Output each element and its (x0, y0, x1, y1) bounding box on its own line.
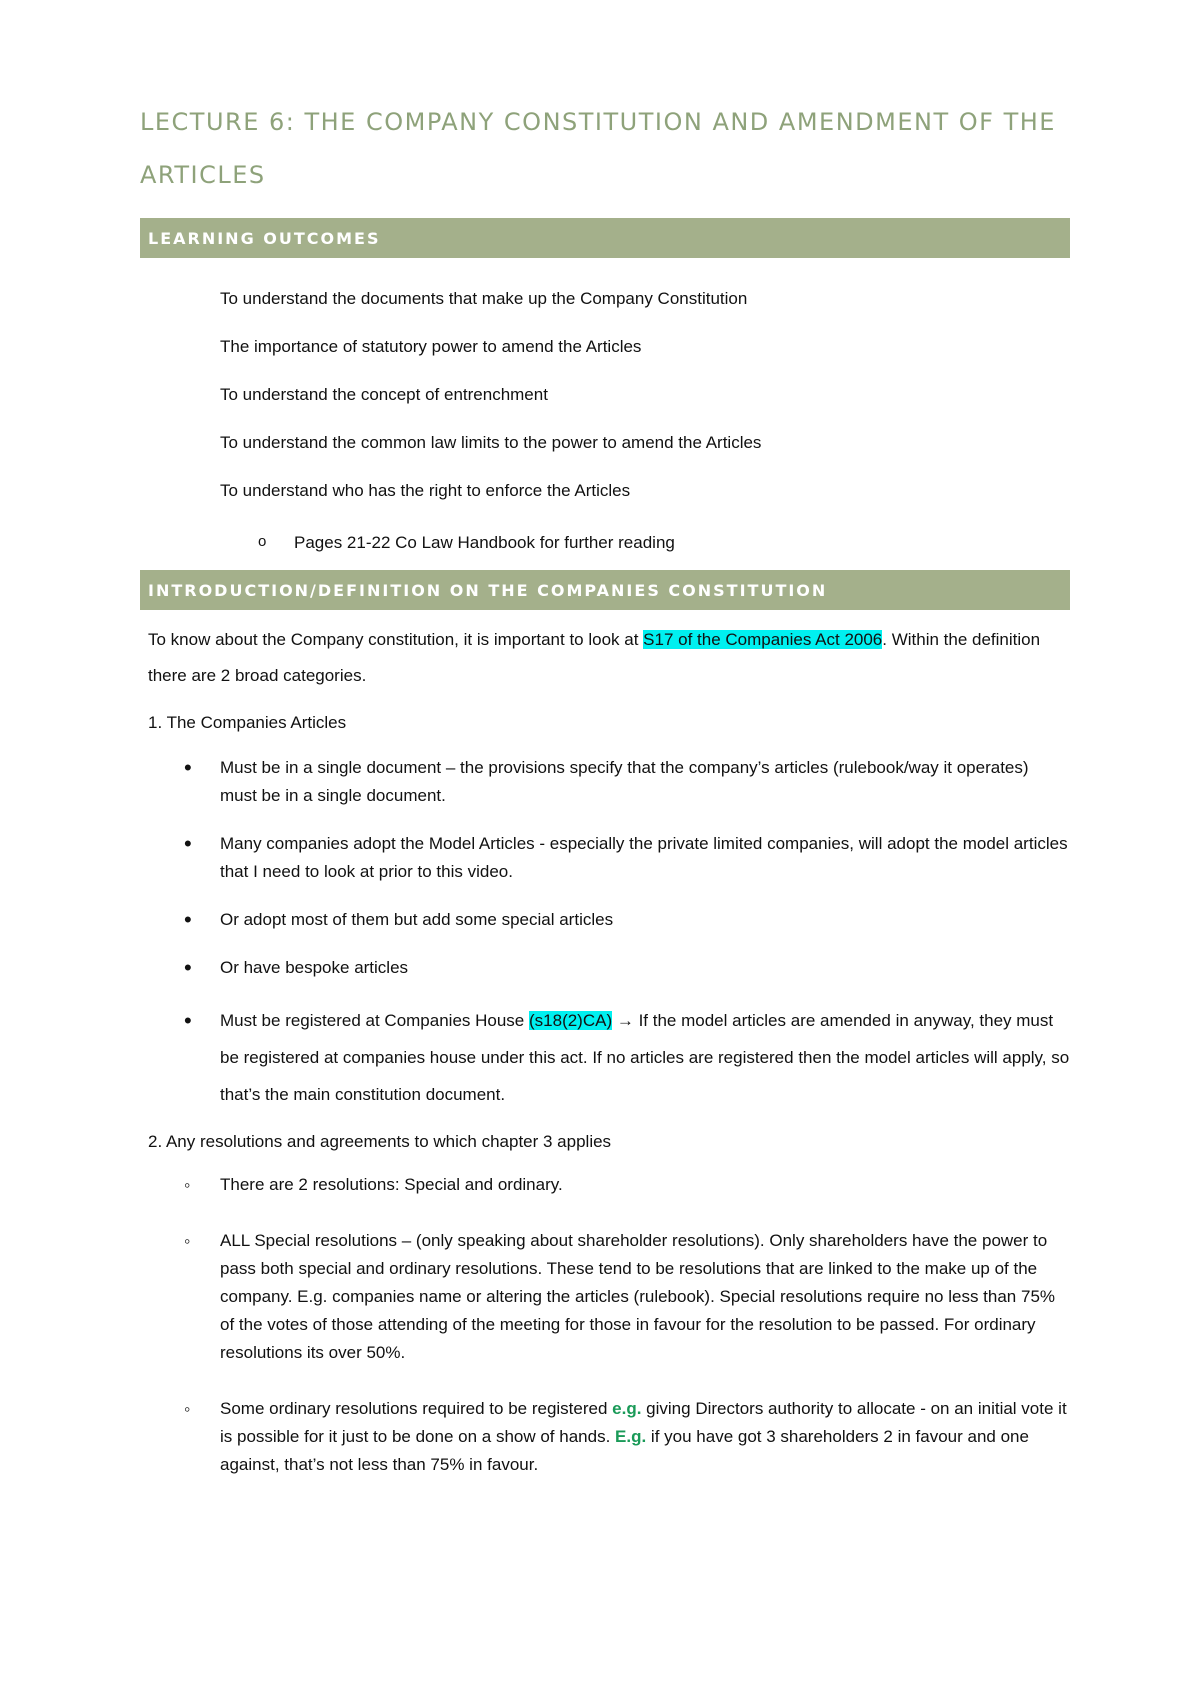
learning-outcomes-heading: LEARNING OUTCOMES (140, 218, 1070, 258)
list-item: To understand the documents that make up the Company Constitution (220, 289, 748, 308)
bullet-item-registered (140, 1002, 1070, 1113)
document-content (140, 96, 1070, 1479)
section-2-heading: 2. Any resolutions and agreements to which chapter 3 applies (148, 1132, 612, 1151)
bullet-item: ◦ ALL Special resolutions – (only speaking about shareholder resolutions). Only shareholders have the power to pass both special and ordinary resolutions. These tend to be resolutions that are linked to the make up of the company. E.g. companies name or altering the articles (rulebook). Special resolutions require no less than 75% of the votes of those attending of the meeting for those in favour for the resolution to be passed. For ordinary resolutions its over 50%. (140, 1227, 1070, 1367)
ordinary-text-c: if you have got 3 shareholders 2 in favour and one against, that’s not less than 75% in favour. (220, 1427, 1029, 1474)
bullet-item: • Must be in a single document – the provisions specify that the company’s articles (rulebook/way it operates) must be in a single document. (140, 754, 1070, 810)
further-reading-sublist (220, 532, 1070, 554)
list-item: The importance of statutory power to amend the Articles (220, 337, 642, 356)
further-reading-item: o Pages 21-22 Co Law Handbook for further reading (220, 532, 1070, 554)
ordinary-text-a: Some ordinary resolutions required to be registered (220, 1399, 613, 1418)
intro-text-before: To know about the Company constitution, it is important to look at (148, 630, 644, 649)
learning-outcomes-list (140, 288, 1070, 554)
list-item-text: To understand who has the right to enforce the Articles (220, 481, 631, 500)
ordinary-text-b: giving Directors authority to allocate - on an initial vote it is possible for it just to be done on a show of hands. (220, 1399, 1067, 1446)
bullet-item: • Or adopt most of them but add some special articles (140, 906, 1070, 934)
bullet-item: • Or have bespoke articles (140, 954, 1070, 982)
articles-bullet-list (140, 754, 1070, 1113)
section-1-heading: 1. The Companies Articles (148, 713, 347, 732)
bullet-item-ordinary (140, 1395, 1070, 1479)
bullet-item: ◦ There are 2 resolutions: Special and ordinary. (140, 1171, 1070, 1199)
list-item: To understand the common law limits to the power to amend the Articles (220, 433, 762, 452)
eg-label: E.g. (615, 1427, 647, 1446)
s17-highlight: S17 of the Companies Act 2006 (643, 630, 883, 649)
resolutions-bullet-list (140, 1171, 1070, 1479)
list-item: To understand the concept of entrenchment (220, 385, 548, 404)
list-item (220, 480, 1070, 554)
intro-text-after: . Within the definition there are 2 broad categories. (148, 630, 1041, 685)
bullet-item: • Many companies adopt the Model Articles - especially the private limited companies, will adopt the model articles that I need to look at prior to this video. (140, 830, 1070, 886)
registered-text-after: If the model articles are amended in anyway, they must be registered at companies house under this act. If no articles are registered then the model articles will apply, so that’s the main constitution document. (220, 1011, 1070, 1104)
s18-highlight: (s18(2)CA) (529, 1011, 613, 1030)
arrow-right-icon: → (616, 1011, 634, 1030)
eg-label: e.g. (612, 1399, 642, 1418)
introduction-heading: INTRODUCTION/DEFINITION ON THE COMPANIES CONSTITUTION (140, 570, 1070, 610)
registered-text-before: Must be registered at Companies House (220, 1011, 529, 1030)
intro-paragraph (148, 622, 1070, 694)
lecture-title: LECTURE 6: THE COMPANY CONSTITUTION AND AMENDMENT OF THE ARTICLES (140, 108, 1056, 189)
